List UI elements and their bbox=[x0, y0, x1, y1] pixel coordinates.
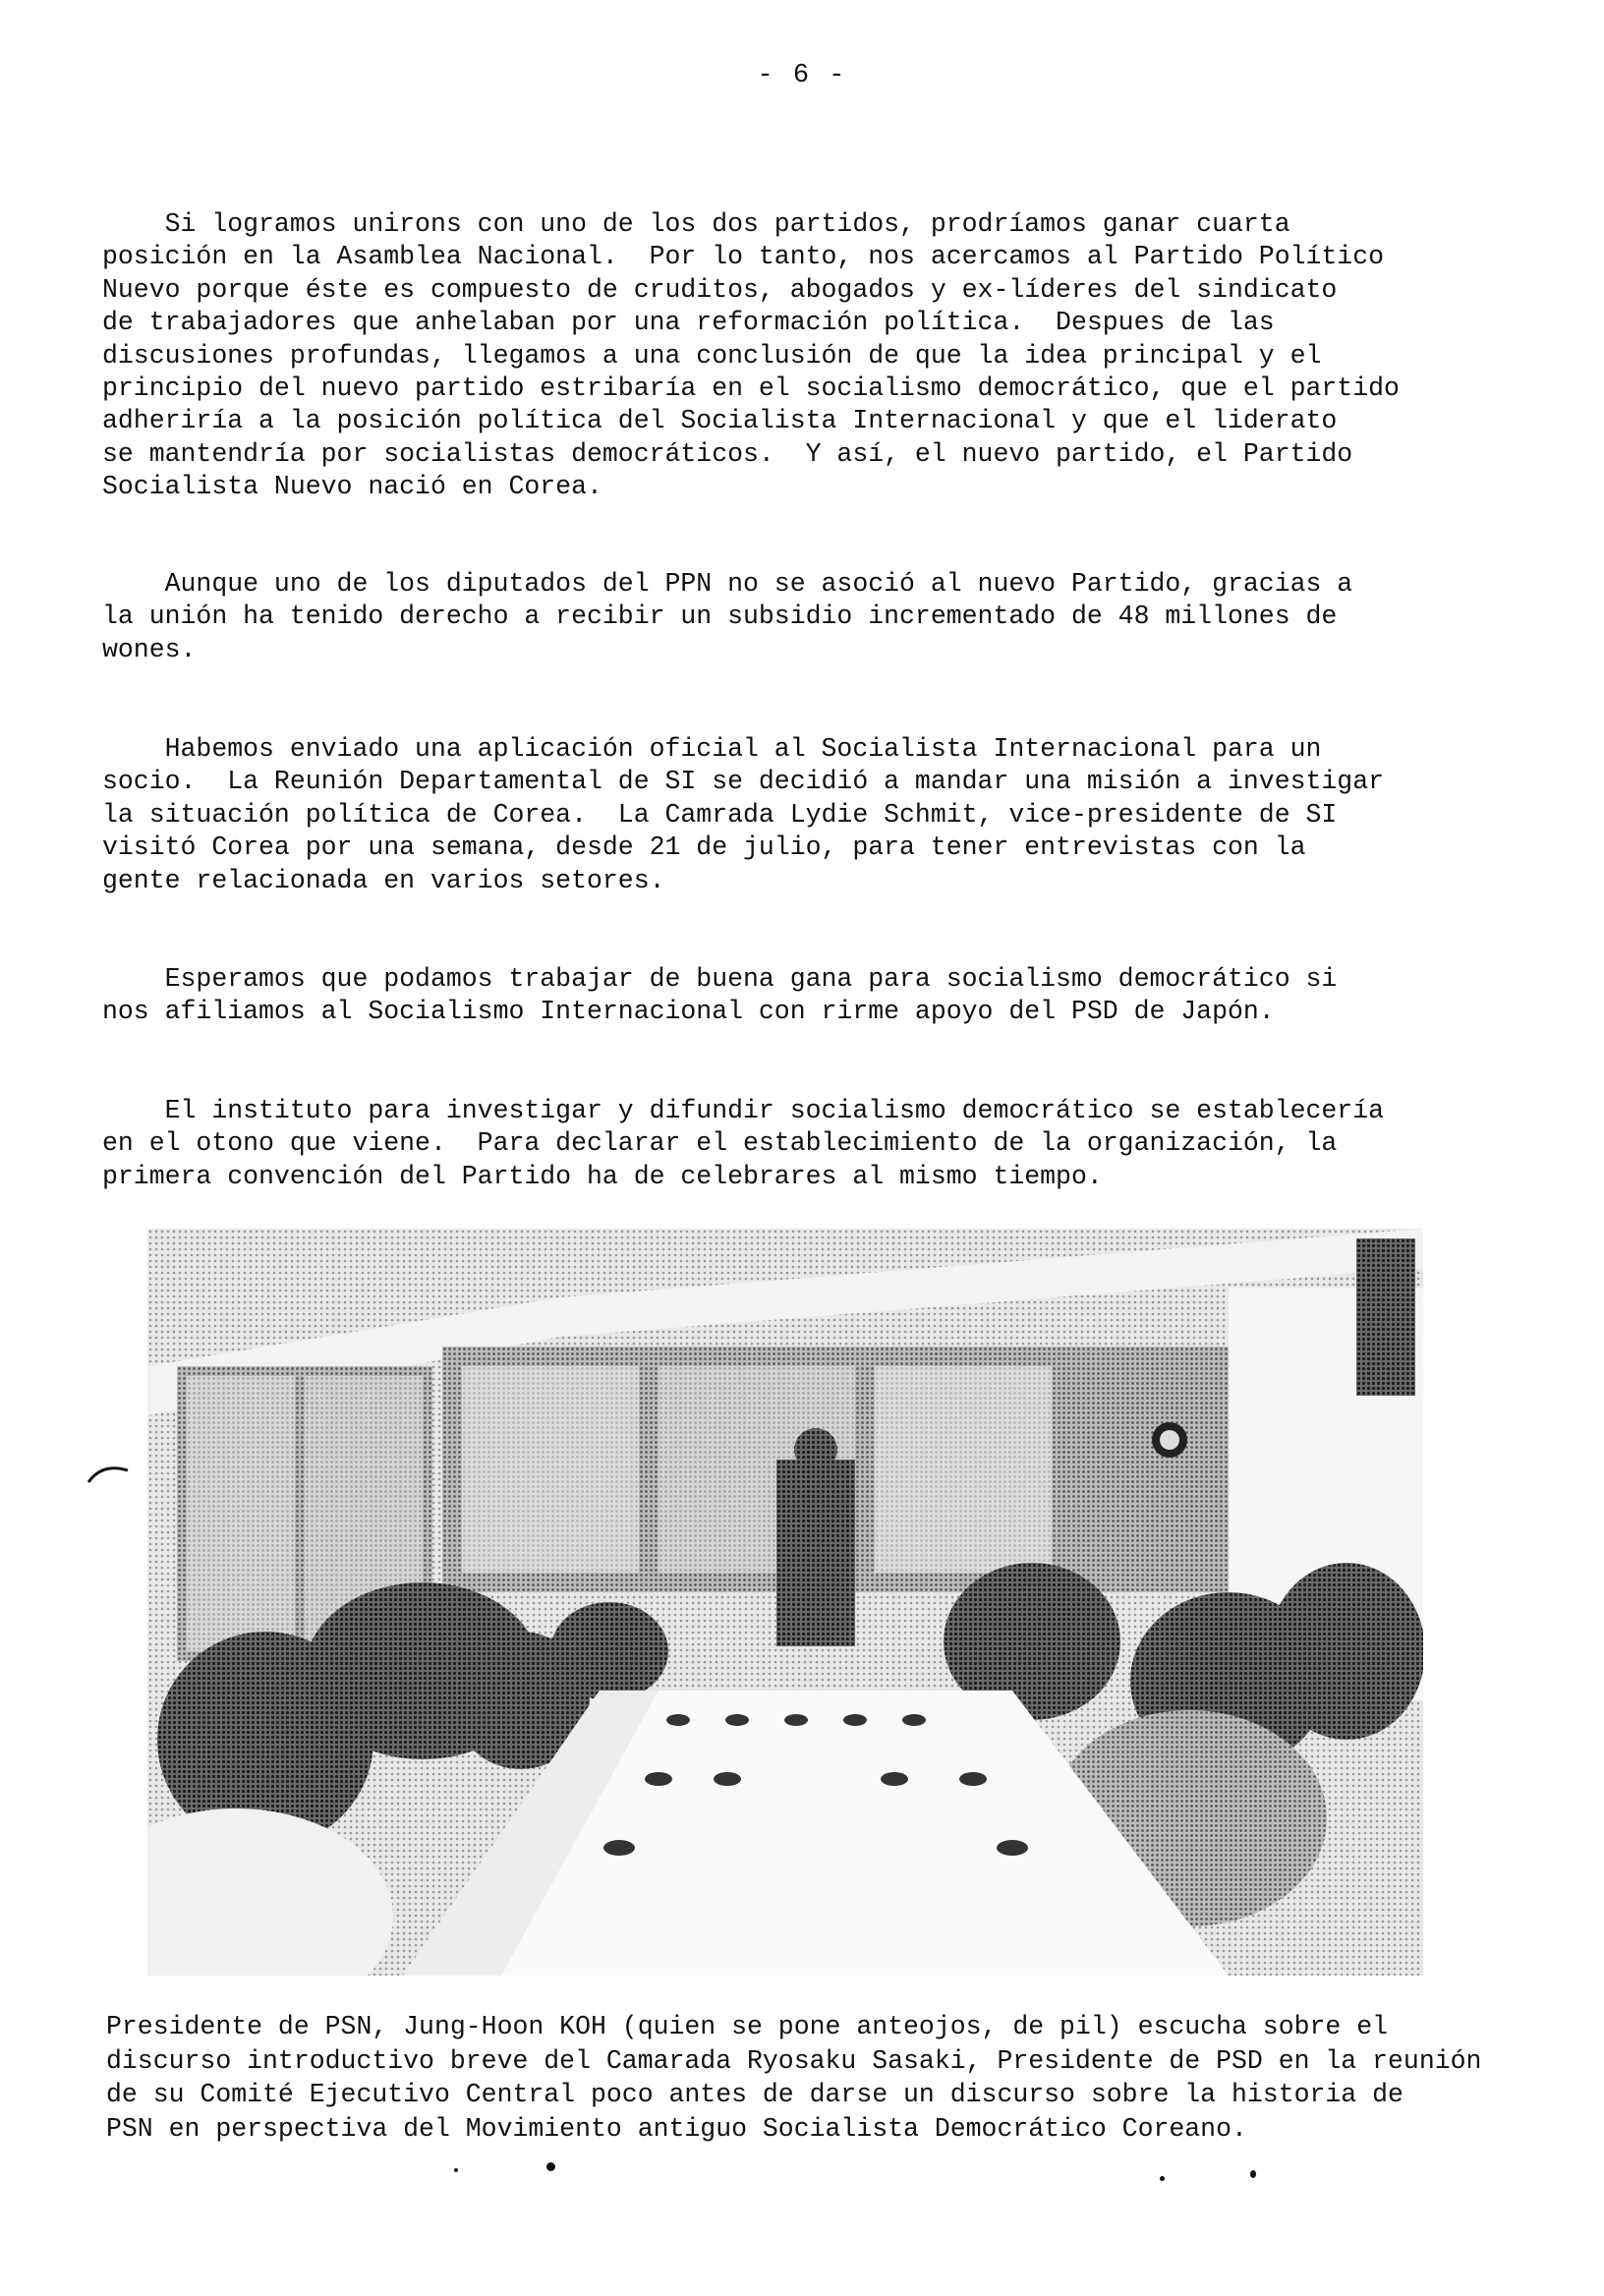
paragraph-1 bbox=[102, 208, 1518, 504]
text-line: Si logramos unirons con uno de los dos partidos, prodríamos ganar cuarta bbox=[102, 209, 1290, 239]
text-line: adheriría a la posición política del Socialista Internacional y que el liderato bbox=[102, 406, 1338, 436]
paragraph-4 bbox=[102, 963, 1518, 1029]
text-line: Nuevo porque éste es compuesto de cruditos, abogados y ex-líderes del sindicato bbox=[102, 274, 1338, 305]
scan-speck bbox=[1160, 2176, 1165, 2181]
text-line: gente relacionada en varios setores. bbox=[102, 865, 665, 895]
page-number: - 6 - bbox=[757, 61, 847, 90]
text-line: posición en la Asamblea Nacional. Por lo tanto, nos acercamos al Partido Político bbox=[102, 242, 1385, 272]
text-line: Aunque uno de los diputados del PPN no se asoció al nuevo Partido, gracias a bbox=[102, 569, 1353, 599]
text-line: Habemos enviado una aplicación oficial al Socialista Internacional para un bbox=[102, 734, 1322, 764]
photo-caption bbox=[106, 2010, 1580, 2146]
caption-line: de su Comité Ejecutivo Central poco antes de darse un discurso sobre la historia de bbox=[106, 2080, 1404, 2109]
caption-line: Presidente de PSN, Jung-Hoon KOH (quien se pone anteojos, de pil) escucha sobre el bbox=[106, 2012, 1389, 2041]
text-line: principio del nuevo partido estribaría en el socialismo democrático, que el partido bbox=[102, 373, 1400, 404]
scan-speck bbox=[454, 2168, 458, 2172]
paragraph-2 bbox=[102, 568, 1518, 666]
text-line: wones. bbox=[102, 634, 197, 664]
scan-speck bbox=[546, 2162, 555, 2171]
text-line: visitó Corea por una semana, desde 21 de julio, para tener entrevistas con la bbox=[102, 832, 1306, 863]
meeting-photo-icon bbox=[147, 1229, 1423, 1976]
text-line: en el otono que viene. Para declarar el establecimiento de la organización, la bbox=[102, 1128, 1338, 1159]
text-line: Esperamos que podamos trabajar de buena gana para socialismo democrático si bbox=[102, 964, 1338, 994]
paragraph-5 bbox=[102, 1095, 1518, 1193]
text-line: la situación política de Corea. La Camrada Lydie Schmit, vice-presidente de SI bbox=[102, 799, 1338, 830]
caption-line: discurso introductivo breve del Camarada Ryosaku Sasaki, Presidente de PSD en la reunión bbox=[106, 2045, 1482, 2076]
text-line: de trabajadores que anhelaban por una reformación política. Despues de las bbox=[102, 308, 1275, 338]
text-line: la unión ha tenido derecho a recibir un subsidio incrementado de 48 millones de bbox=[102, 602, 1338, 632]
scan-speck bbox=[1250, 2170, 1256, 2178]
text-line: socio. La Reunión Departamental de SI se decidió a mandar una misión a investigar bbox=[102, 767, 1385, 797]
text-line: discusiones profundas, llegamos a una conclusión de que la idea principal y el bbox=[102, 340, 1322, 371]
caption-line: PSN en perspectiva del Movimiento antiguo Socialista Democrático Coreano. bbox=[106, 2113, 1247, 2144]
text-line: El instituto para investigar y difundir socialismo democrático se establecería bbox=[102, 1096, 1385, 1125]
meeting-photo bbox=[147, 1229, 1423, 1976]
text-line: Socialista Nuevo nació en Corea. bbox=[102, 472, 602, 502]
paragraph-3 bbox=[102, 733, 1518, 897]
text-line: nos afiliamos al Socialismo Internacional con rirme apoyo del PSD de Japón. bbox=[102, 997, 1275, 1027]
scan-mark bbox=[85, 1459, 134, 1488]
text-line: se mantendría por socialistas democráticos. Y así, el nuevo partido, el Partido bbox=[102, 438, 1353, 469]
text-line: primera convención del Partido ha de celebrares al mismo tiempo. bbox=[102, 1161, 1103, 1191]
